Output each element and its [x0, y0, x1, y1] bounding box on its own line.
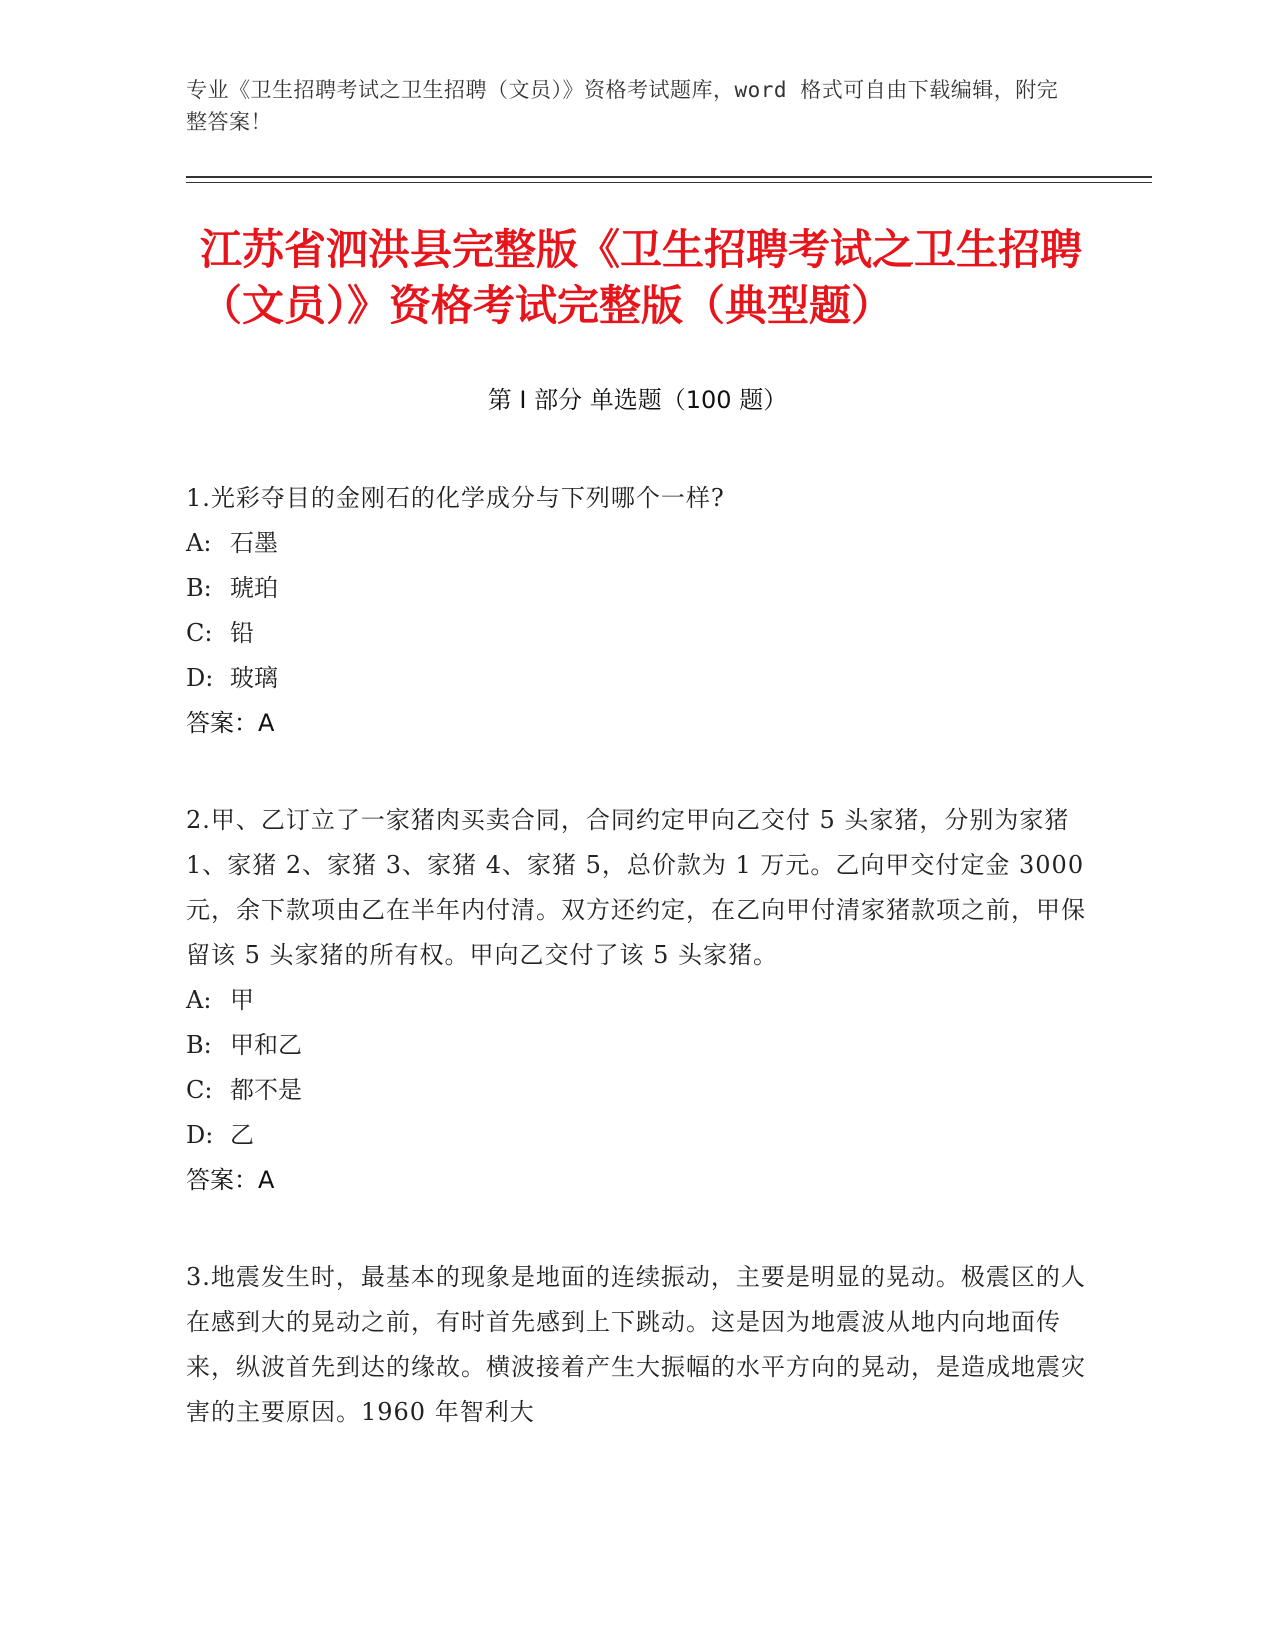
option-text: 乙 — [230, 1121, 254, 1149]
header-note: 专业《卫生招聘考试之卫生招聘（文员）》资格考试题库，word 格式可自由下载编辑，附完整答案！ — [186, 78, 1059, 134]
header-divider-thin — [186, 182, 1152, 183]
question-stem: 2.甲、乙订立了一家猪肉买卖合同，合同约定甲向乙交付 5 头家猪，分别为家猪 1、家猪 2、家猪 3、家猪 4、家猪 5，总价款为 1 万元。乙向甲交付定金 3000 元，余下款项由乙在半年内付清。双方还约定，在乙向甲付清家猪款项之前，甲保留该 5 头家猪的所有权。甲向乙交付了该 5 头家猪。 — [186, 806, 1093, 969]
option-b — [186, 566, 1086, 611]
question-3 — [186, 1255, 1086, 1435]
option-text: 都不是 — [230, 1076, 302, 1104]
answer-line: 答案：A — [186, 709, 275, 737]
option-a — [186, 978, 1086, 1023]
option-key: A: — [186, 986, 212, 1014]
option-text: 琥珀 — [230, 574, 278, 602]
question-1 — [186, 476, 1086, 746]
option-key: A: — [186, 529, 212, 557]
option-c — [186, 611, 1086, 656]
question-2 — [186, 798, 1093, 1203]
option-d — [186, 656, 1086, 701]
option-text: 甲 — [230, 986, 254, 1014]
option-text: 甲和乙 — [230, 1031, 302, 1059]
option-key: D: — [186, 1121, 214, 1149]
question-stem: 3.地震发生时，最基本的现象是地面的连续振动，主要是明显的晃动。极震区的人在感到大的晃动之前，有时首先感到上下跳动。这是因为地震波从地内向地面传来，纵波首先到达的缘故。横波接着产生大振幅的水平方向的晃动，是造成地震灾害的主要原因。1960 年智利大 — [186, 1263, 1086, 1426]
option-text: 石墨 — [230, 529, 278, 557]
option-key: B: — [186, 574, 212, 602]
question-stem: 1.光彩夺目的金刚石的化学成分与下列哪个一样? — [186, 484, 725, 512]
option-text: 铅 — [230, 619, 254, 647]
option-key: C: — [186, 1076, 213, 1104]
option-a — [186, 521, 1086, 566]
option-text: 玻璃 — [230, 664, 278, 692]
header-divider-thick — [186, 176, 1152, 178]
section-title: 第 I 部分 单选题（100 题） — [487, 386, 788, 414]
option-key: B: — [186, 1031, 212, 1059]
option-c — [186, 1068, 1086, 1113]
option-key: D: — [186, 664, 214, 692]
document-title: 江苏省泗洪县完整版《卫生招聘考试之卫生招聘（文员）》资格考试完整版（典型题） — [200, 225, 1083, 330]
option-b — [186, 1023, 1086, 1068]
question-list — [186, 476, 1093, 1487]
answer-line: 答案：A — [186, 1166, 275, 1194]
option-d — [186, 1113, 1086, 1158]
option-key: C: — [186, 619, 213, 647]
